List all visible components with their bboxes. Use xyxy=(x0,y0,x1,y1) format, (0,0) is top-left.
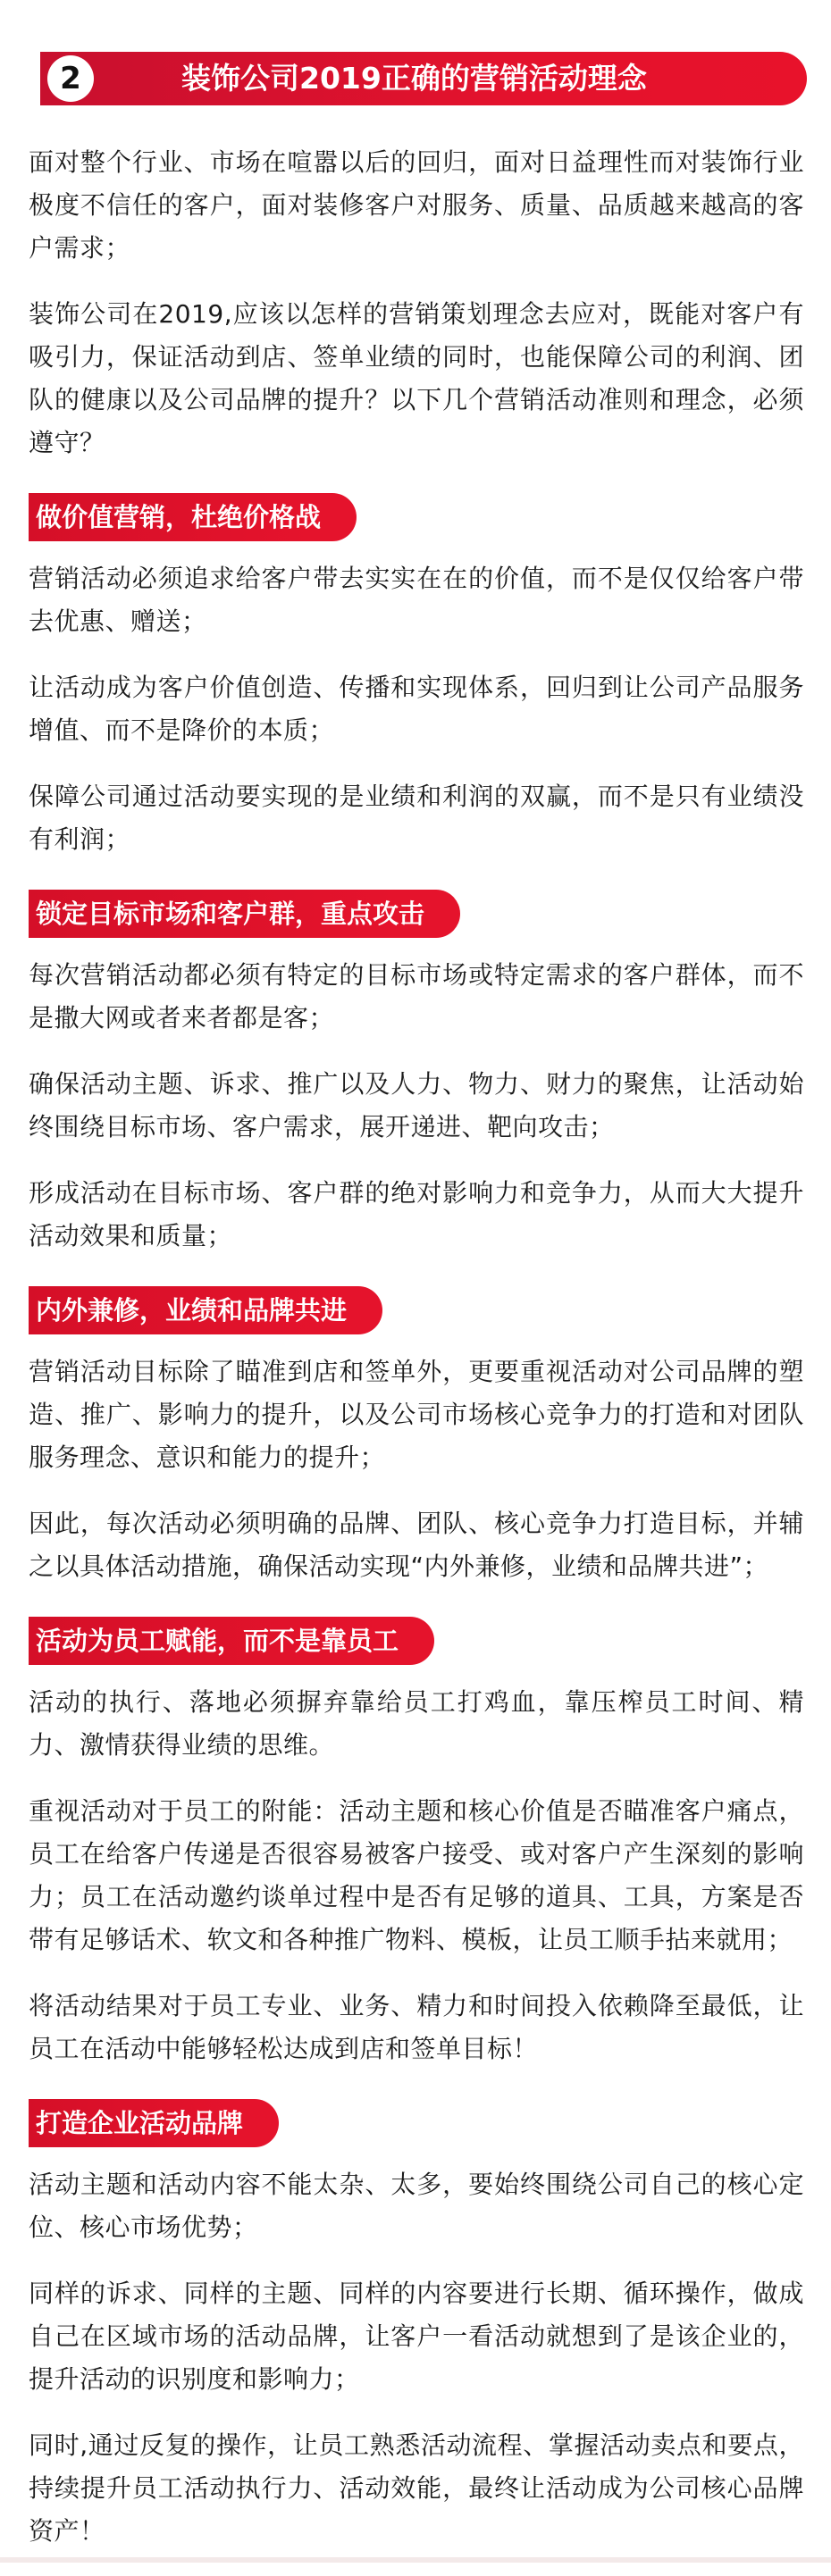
title-banner xyxy=(40,52,807,105)
section-number-badge: 2 xyxy=(47,55,94,102)
section-empower-staff xyxy=(29,1611,804,2070)
intro-paragraph: 面对整个行业、市场在喧嚣以后的回归，面对日益理性而对装饰行业极度不信任的客户，面对装修客户对服务、质量、品质越来越高的客户需求； xyxy=(29,147,804,263)
section-target-market xyxy=(29,884,804,1258)
section-paragraph: 同样的诉求、同样的主题、同样的内容要进行长期、循环操作，做成自己在区域市场的活动品牌，让客户一看活动就想到了是该企业的，提升活动的识别度和影响力； xyxy=(29,2279,804,2394)
section-paragraph: 因此，每次活动必须明确的品牌、团队、核心竞争力打造目标，并辅之以具体活动措施，确保活动实现“内外兼修，业绩和品牌共进”； xyxy=(29,1509,804,1581)
section-activity-brand xyxy=(29,2094,804,2553)
section-paragraph: 重视活动对于员工的附能：活动主题和核心价值是否瞄准客户痛点，员工在给客户传递是否很容易被客户接受、或对客户产生深刻的影响力；员工在活动邀约谈单过程中是否有足够的道具、工具，方案是否带有足够话术、软文和各种推广物料、模板，让员工顺手拈来就用； xyxy=(29,1796,804,1954)
section-paragraph: 营销活动目标除了瞄准到店和签单外，更要重视活动对公司品牌的塑造、推广、影响力的提升，以及公司市场核心竞争力的打造和对团队服务理念、意识和能力的提升； xyxy=(29,1357,804,1472)
article-body xyxy=(29,141,804,2576)
section-paragraph: 将活动结果对于员工专业、业务、精力和时间投入依赖降至最低，让员工在活动中能够轻松达成到店和签单目标！ xyxy=(29,1991,804,2063)
section-paragraph: 让活动成为客户价值创造、传播和实现体系，回归到让公司产品服务增值、而不是降价的本质； xyxy=(29,673,804,745)
intro-paragraph: 装饰公司在2019,应该以怎样的营销策划理念去应对，既能对客户有吸引力，保证活动到店、签单业绩的同时，也能保障公司的利润、团队的健康以及公司品牌的提升？以下几个营销活动准则和理念，必须遵守？ xyxy=(29,299,804,457)
section-heading: 打造企业活动品牌 xyxy=(29,2099,279,2147)
section-paragraph: 同时,通过反复的操作，让员工熟悉活动流程、掌握活动卖点和要点，持续提升员工活动执行力、活动效能，最终让活动成为公司核心品牌资产！ xyxy=(29,2430,804,2546)
footer-divider xyxy=(0,2557,831,2563)
section-paragraph: 保障公司通过活动要实现的是业绩和利润的双赢，而不是只有业绩没有利润； xyxy=(29,782,804,854)
section-heading: 做价值营销，杜绝价格战 xyxy=(29,493,357,541)
section-brand-performance xyxy=(29,1281,804,1588)
section-heading: 锁定目标市场和客户群，重点攻击 xyxy=(29,890,460,938)
section-paragraph: 确保活动主题、诉求、推广以及人力、物力、财力的聚焦，让活动始终围绕目标市场、客户需求，展开递进、靶向攻击； xyxy=(29,1069,804,1142)
section-paragraph: 营销活动必须追求给客户带去实实在在的价值，而不是仅仅给客户带去优惠、赠送； xyxy=(29,564,804,636)
section-paragraph: 活动的执行、落地必须摒弃靠给员工打鸡血，靠压榨员工时间、精力、激情获得业绩的思维。 xyxy=(29,1687,804,1760)
section-value-marketing xyxy=(29,488,804,861)
section-paragraph: 活动主题和活动内容不能太杂、太多，要始终围绕公司自己的核心定位、核心市场优势； xyxy=(29,2170,804,2242)
section-paragraph: 形成活动在目标市场、客户群的绝对影响力和竞争力，从而大大提升活动效果和质量； xyxy=(29,1178,804,1250)
page-title: 装饰公司2019正确的营销活动理念 xyxy=(181,61,647,96)
section-heading: 内外兼修，业绩和品牌共进 xyxy=(29,1286,382,1334)
section-paragraph: 每次营销活动都必须有特定的目标市场或特定需求的客户群体，而不是撒大网或者来者都是客； xyxy=(29,960,804,1033)
section-heading: 活动为员工赋能，而不是靠员工 xyxy=(29,1617,434,1665)
